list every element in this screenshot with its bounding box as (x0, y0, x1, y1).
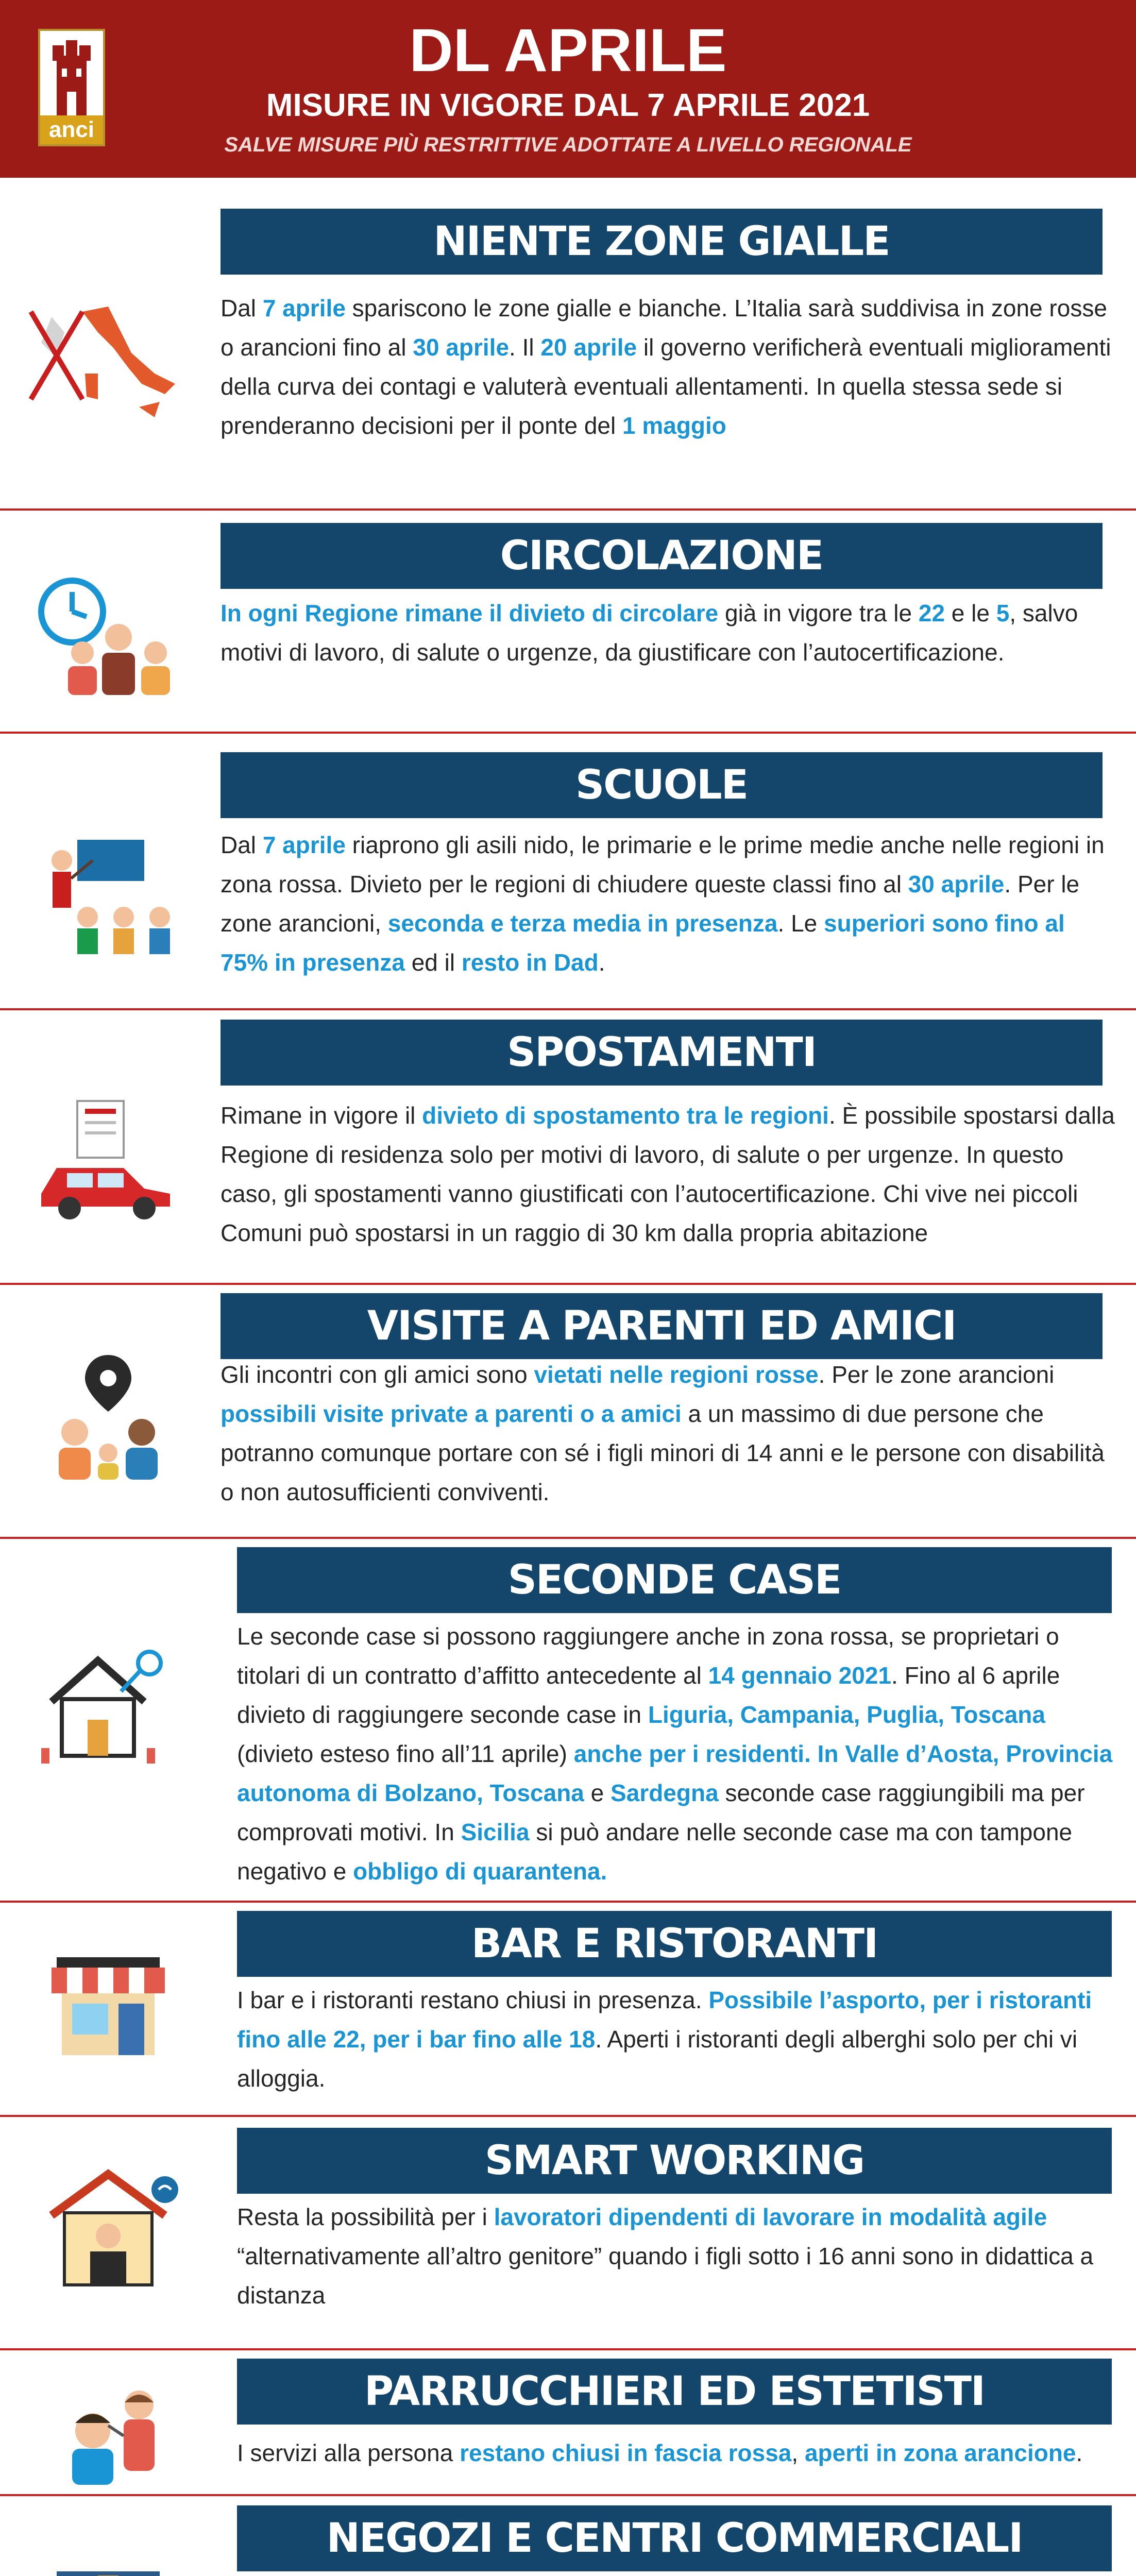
highlight-text: possibili visite private a parenti o a amici (221, 1400, 682, 1427)
body-text: Le seconde case si possono raggiungere anche in zona rossa, se proprietari o titolari di un contratto d’affitto antecedente al (237, 1623, 1059, 1689)
body-text: Rimane in vigore il (221, 1102, 422, 1129)
highlight-text: Possibile l’asporto, per i ristoranti fino alle 22, per i bar fino alle 18 (237, 1987, 1092, 2053)
highlight-text: 7 aprile (262, 832, 346, 858)
highlight-text: vietati nelle regioni rosse (534, 1361, 819, 1388)
section-text (237, 2197, 1118, 2315)
section-text (237, 2433, 1118, 2472)
section-spostamenti (0, 1008, 1136, 1285)
section-title: SECONDE CASE (237, 1547, 1112, 1613)
body-text: Gli incontri con gli amici sono (221, 1361, 534, 1388)
highlight-text: seconda e terza media in presenza (387, 910, 778, 937)
section-visite (0, 1283, 1136, 1539)
body-text: I bar e i ristoranti restano chiusi in presenza. (237, 1987, 709, 2013)
clock-people-icon (21, 565, 196, 699)
section-zone (0, 178, 1136, 511)
logo-label: anci (40, 115, 103, 144)
section-text (221, 825, 1117, 982)
body-text: e (584, 1780, 611, 1806)
page-subtitle: MISURE IN VIGORE DAL 7 APRILE 2021 (266, 88, 870, 123)
highlight-text: 5 (996, 600, 1010, 626)
highlight-text: 14 gennaio 2021 (708, 1662, 892, 1689)
section-title: SMART WORKING (237, 2128, 1112, 2194)
body-text: . Le (777, 910, 824, 937)
section-scuole (0, 732, 1136, 1010)
body-text: . Per le zone arancioni, (221, 871, 1080, 937)
section-parrucchieri (0, 2348, 1136, 2496)
body-text: e le (945, 600, 996, 626)
family-location-icon (21, 1350, 196, 1484)
body-text: . (598, 949, 605, 976)
body-text: riaprono gli asili nido, le primarie e le prime medie anche nelle regioni in zona rossa. Divieto per le regioni di chiudere queste classi fino al (221, 832, 1105, 897)
body-text: . Per le zone arancioni (818, 1361, 1055, 1388)
highlight-text: superiori sono fino al 75% in presenza (221, 910, 1065, 976)
section-negozi (0, 2494, 1136, 2576)
body-text: . È possibile spostarsi dalla Regione di residenza solo per motivi di lavoro, di salute o per urgenze. In questo caso, gli spostamenti vanno giustificati con l’autocertificazione. Chi vive nei piccoli Comuni può spostarsi in un raggio di 30 km dalla propria abitazione (221, 1102, 1115, 1246)
section-title: SCUOLE (221, 752, 1103, 818)
highlight-text: aperti in zona arancione (804, 2439, 1076, 2466)
highlight-text: Liguria, Campania, Puglia, Toscana (648, 1701, 1045, 1728)
section-title: NEGOZI E CENTRI COMMERCIALI (237, 2505, 1112, 2571)
body-text: si può andare nelle seconde case ma con tampone negativo e (237, 1819, 1073, 1885)
highlight-text: obbligo di quarantena. (353, 1858, 607, 1885)
highlight-text: 20 aprile (540, 334, 637, 361)
body-text: il governo verificherà eventuali miglioramenti della curva dei contagi e valuterà eventuali allentamenti. In quella stessa sede si prenderanno decisioni per il ponte del (221, 334, 1111, 439)
section-title: NIENTE ZONE GIALLE (221, 209, 1103, 275)
body-text: . (1076, 2439, 1083, 2466)
highlight-text: anche per i residenti. In Valle d’Aosta, Provincia autonoma di Bolzano, Toscana (237, 1740, 1113, 1806)
body-text: ed il (404, 949, 462, 976)
body-text: a un massimo di due persone che potranno comunque portare con sé i figli minori di 14 anni e le persone con disabilità o non autosufficienti conviventi. (221, 1400, 1105, 1505)
section-text (237, 1980, 1118, 2098)
body-text: Resta la possibilità per i (237, 2204, 494, 2230)
body-text: Dal (221, 832, 263, 858)
highlight-text: 7 aprile (262, 295, 346, 321)
highlight-text: lavoratori dipendenti di lavorare in modalità agile (494, 2204, 1047, 2230)
highlight-text: 22 (918, 600, 945, 626)
section-title: PARRUCCHIERI ED ESTETISTI (237, 2359, 1112, 2425)
section-text (221, 594, 1117, 672)
body-text: spariscono le zone gialle e bianche. L’Italia sarà suddivisa in zone rosse o arancioni fino al (221, 295, 1107, 361)
body-text: “alternativamente all’altro genitore” quando i figli sotto i 16 anni sono in didattica a distanza (237, 2243, 1094, 2309)
house-key-icon (21, 1635, 196, 1769)
body-text: . Fino al 6 aprile divieto di raggiungere seconde case in (237, 1662, 1060, 1728)
highlight-text: In ogni Regione rimane il divieto di circolare (221, 600, 719, 626)
section-text (237, 1617, 1118, 1891)
section-title: CIRCOLAZIONE (221, 523, 1103, 589)
hairdresser-icon (21, 2359, 196, 2493)
body-text: . Il (509, 334, 541, 361)
shop-awning-icon (21, 1942, 196, 2076)
classroom-icon (21, 829, 196, 963)
highlight-text: resto in Dad (461, 949, 599, 976)
section-circolazione (0, 509, 1136, 734)
body-text: . Aperti i ristoranti degli alberghi solo per chi vi alloggia. (237, 2026, 1078, 2092)
car-document-icon (21, 1091, 196, 1225)
section-title: BAR E RISTORANTI (237, 1911, 1112, 1977)
section-text (221, 1355, 1117, 1512)
section-text (221, 289, 1117, 445)
highlight-text: 1 maggio (622, 412, 726, 439)
section-bar (0, 1901, 1136, 2117)
body-text: I servizi alla persona (237, 2439, 460, 2466)
section-seconde-case (0, 1537, 1136, 1903)
highlight-text: Sardegna (611, 1780, 719, 1806)
page-title: DL APRILE (409, 16, 727, 84)
italy-map-crossed-icon (21, 296, 196, 430)
body-text: , (791, 2439, 805, 2466)
body-text: (divieto esteso fino all’11 aprile) (237, 1740, 574, 1767)
highlight-text: 30 aprile (908, 871, 1005, 897)
header-banner (0, 0, 1136, 178)
home-worker-icon (21, 2164, 196, 2298)
highlight-text: divieto di spostamento tra le regioni (422, 1102, 829, 1129)
section-text (221, 1096, 1117, 1252)
body-text: Dal (221, 295, 263, 321)
highlight-text: restano chiusi in fascia rossa (460, 2439, 792, 2466)
body-text: seconde case raggiungibili ma per comprovati motivi. In (237, 1780, 1085, 1845)
highlight-text: 30 aprile (413, 334, 510, 361)
section-title: SPOSTAMENTI (221, 1020, 1103, 1086)
section-smart (0, 2115, 1136, 2350)
header-note: SALVE MISURE PIÙ RESTRITTIVE ADOTTATE A LIVELLO REGIONALE (224, 133, 912, 156)
section-title: VISITE A PARENTI ED AMICI (221, 1293, 1103, 1359)
body-text: , salvo motivi di lavoro, di salute o urgenze, da giustificare con l’autocertificazione. (221, 600, 1078, 666)
body-text: già in vigore tra le (718, 600, 919, 626)
highlight-text: Sicilia (461, 1819, 530, 1845)
shopping-mall-icon (21, 2556, 196, 2576)
